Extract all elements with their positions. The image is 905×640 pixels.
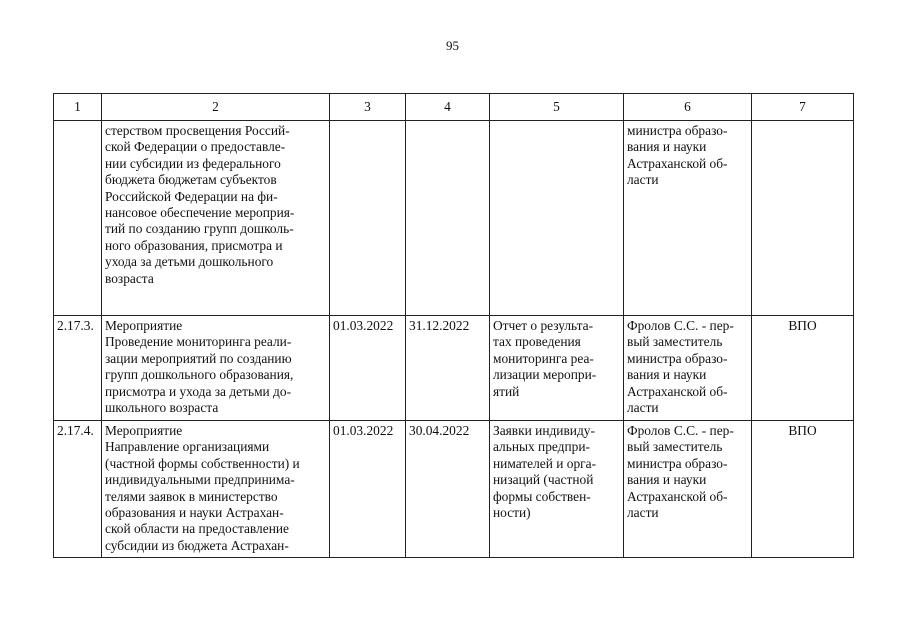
header-row: [54, 94, 854, 121]
cell-event: Мероприятие Проведение мониторинга реали- зации мероприятий по созданию групп дошкольного образования, присмотра и ухода за детьми до- школьного возраста: [102, 316, 330, 421]
cell-start-date: [330, 121, 406, 316]
header-col-2: 2: [102, 94, 330, 121]
cell-end-date: 31.12.2022: [406, 316, 490, 421]
cell-source: ВПО: [752, 316, 854, 421]
header-col-5: 5: [490, 94, 624, 121]
cell-responsible: Фролов С.С. - пер- вый заместитель министра образо- вания и науки Астраханской об- ласти: [624, 421, 752, 558]
header-col-6: 6: [624, 94, 752, 121]
cell-start-date: 01.03.2022: [330, 316, 406, 421]
cell-number: 2.17.3.: [54, 316, 102, 421]
cell-start-date: 01.03.2022: [330, 421, 406, 558]
plan-table: [53, 93, 854, 558]
cell-responsible: Фролов С.С. - пер- вый заместитель министра образо- вания и науки Астраханской об- ласти: [624, 316, 752, 421]
cell-result: Заявки индивиду- альных предпри- нимателей и орга- низаций (частной формы собствен- ности): [490, 421, 624, 558]
cell-end-date: [406, 121, 490, 316]
table-row: [54, 121, 854, 316]
cell-event: Мероприятие Направление организациями (частной формы собственности) и индивидуальными предпринима- телями заявок в министерство образования и науки Астрахан- ской области на предоставление субсидии из бюджета Астрахан-: [102, 421, 330, 558]
cell-source: [752, 121, 854, 316]
table-row: [54, 421, 854, 558]
cell-end-date: 30.04.2022: [406, 421, 490, 558]
cell-number: 2.17.4.: [54, 421, 102, 558]
cell-result: [490, 121, 624, 316]
cell-responsible: министра образо- вания и науки Астраханской об- ласти: [624, 121, 752, 316]
cell-event: стерством просвещения Россий- ской Федерации о предоставле- нии субсидии из федерального бюджета бюджетам субъектов Российской Федерации на фи- нансовое обеспечение мероприя- тий по созданию групп дошколь- ного образования, присмотра и ухода за детьми дошкольного возраста: [102, 121, 330, 316]
cell-result: Отчет о результа- тах проведения мониторинга реа- лизации меропри- ятий: [490, 316, 624, 421]
table-row: [54, 316, 854, 421]
header-col-7: 7: [752, 94, 854, 121]
header-col-1: 1: [54, 94, 102, 121]
cell-number: [54, 121, 102, 316]
cell-source: ВПО: [752, 421, 854, 558]
header-col-3: 3: [330, 94, 406, 121]
header-col-4: 4: [406, 94, 490, 121]
page-number: 95: [446, 38, 459, 53]
